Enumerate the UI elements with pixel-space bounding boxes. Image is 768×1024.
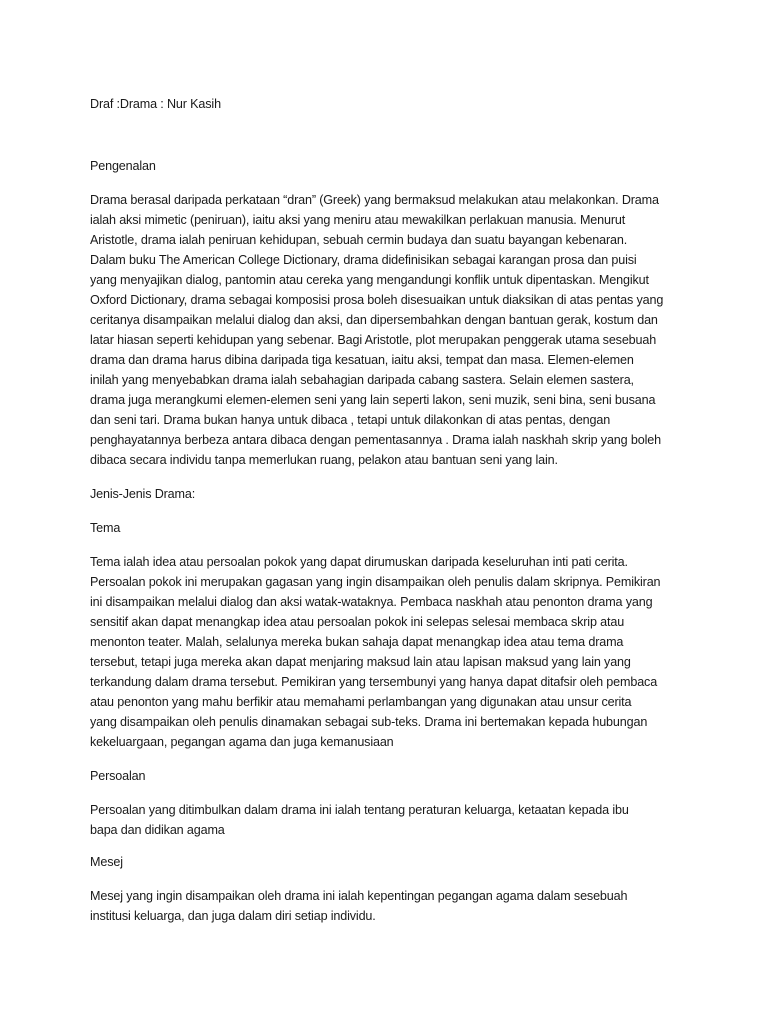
paragraph-line: drama juga merangkumi elemen-elemen seni yang lain seperti lakon, seni muzik, seni bina, seni busana xyxy=(90,393,656,407)
paragraph-line: menonton teater. Malah, selalunya mereka bukan sahaja dapat menangkap idea atau tema drama xyxy=(90,635,624,649)
paragraph-line: tersebut, tetapi juga mereka akan dapat menjaring maksud lain atau lapisan maksud yang lain yang xyxy=(90,655,631,669)
paragraph-line: Dalam buku The American College Dictionary, drama didefinisikan sebagai karangan prosa dan puisi xyxy=(90,253,637,267)
paragraph-line: ceritanya disampaikan melalui dialog dan aksi, dan dipersembahkan dengan bantuan gerak, kostum dan xyxy=(90,313,658,327)
paragraph-line: latar hiasan seperti kehidupan yang sebenar. Bagi Aristotle, plot merupakan penggerak utama sesebuah xyxy=(90,333,657,347)
paragraph-line: institusi keluarga, dan juga dalam diri setiap individu. xyxy=(90,909,376,923)
section-heading-mesej: Mesej xyxy=(90,855,123,869)
paragraph-line: Drama berasal daripada perkataan “dran” (Greek) yang bermaksud melakukan atau melakonkan. Drama xyxy=(90,193,659,207)
section-heading-jenis-jenis-drama: Jenis-Jenis Drama: xyxy=(90,487,196,501)
paragraph-line: terkandung dalam drama tersebut. Pemikiran yang tersembunyi yang hanya dapat ditafsir oleh pembaca xyxy=(90,675,658,689)
paragraph-line: Aristotle, drama ialah peniruan kehidupan, sebuah cermin budaya dan suatu bayangan kebenaran. xyxy=(90,233,628,247)
paragraph-line: Tema ialah idea atau persoalan pokok yang dapat dirumuskan daripada keseluruhan inti pati cerita. xyxy=(90,555,628,569)
paragraph-line: Oxford Dictionary, drama sebagai komposisi prosa boleh disesuaikan untuk diaksikan di atas pentas yang xyxy=(90,293,664,307)
paragraph-line: ialah aksi mimetic (peniruan), iaitu aksi yang meniru atau mewakilkan perlakuan manusia. Menurut xyxy=(90,213,626,227)
paragraph-line: inilah yang menyebabkan drama ialah sebahagian daripada cabang sastera. Selain elemen sastera, xyxy=(90,373,634,387)
section-heading-pengenalan: Pengenalan xyxy=(90,159,156,173)
section-heading-tema: Tema xyxy=(90,521,121,535)
paragraph-line: atau penonton yang mahu berfikir atau memahami perlambangan yang digunakan atau unsur cerita xyxy=(90,695,632,709)
paragraph-line: drama dan drama harus dibina daripada tiga kesatuan, iaitu aksi, tempat dan masa. Elemen-elemen xyxy=(90,353,634,367)
paragraph-line: sensitif akan dapat menangkap idea atau persoalan pokok ini selepas selesai membaca skrip atau xyxy=(90,615,625,629)
paragraph-line: yang menyajikan dialog, pantomin atau cereka yang mengandungi konflik untuk dipentaskan. Mengikut xyxy=(90,273,649,287)
paragraph-line: kekeluargaan, pegangan agama dan juga kemanusiaan xyxy=(90,735,394,749)
paragraph-line: dibaca secara individu tanpa memerlukan ruang, pelakon atau bantuan seni yang lain. xyxy=(90,453,558,467)
paragraph-line: Persoalan yang ditimbulkan dalam drama ini ialah tentang peraturan keluarga, ketaatan kepada ibu xyxy=(90,803,629,817)
paragraph-line: Mesej yang ingin disampaikan oleh drama ini ialah kepentingan pegangan agama dalam sesebuah xyxy=(90,889,628,903)
paragraph-line: Persoalan pokok ini merupakan gagasan yang ingin disampaikan oleh penulis dalam skripnya. Pemikiran xyxy=(90,575,661,589)
paragraph-line: bapa dan didikan agama xyxy=(90,823,225,837)
paragraph-line: ini disampaikan melalui dialog dan aksi watak-wataknya. Pembaca naskhah atau penonton drama yang xyxy=(90,595,653,609)
section-heading-persoalan: Persoalan xyxy=(90,769,146,783)
paragraph-line: yang disampaikan oleh penulis dinamakan sebagai sub-teks. Drama ini bertemakan kepada hubungan xyxy=(90,715,648,729)
paragraph-line: penghayatannya berbeza antara dibaca dengan pementasannya . Drama ialah naskhah skrip yang boleh xyxy=(90,433,661,447)
paragraph-line: dan seni tari. Drama bukan hanya untuk dibaca , tetapi untuk dilakonkan di atas pentas, dengan xyxy=(90,413,611,427)
document-title: Draf :Drama : Nur Kasih xyxy=(90,97,221,111)
